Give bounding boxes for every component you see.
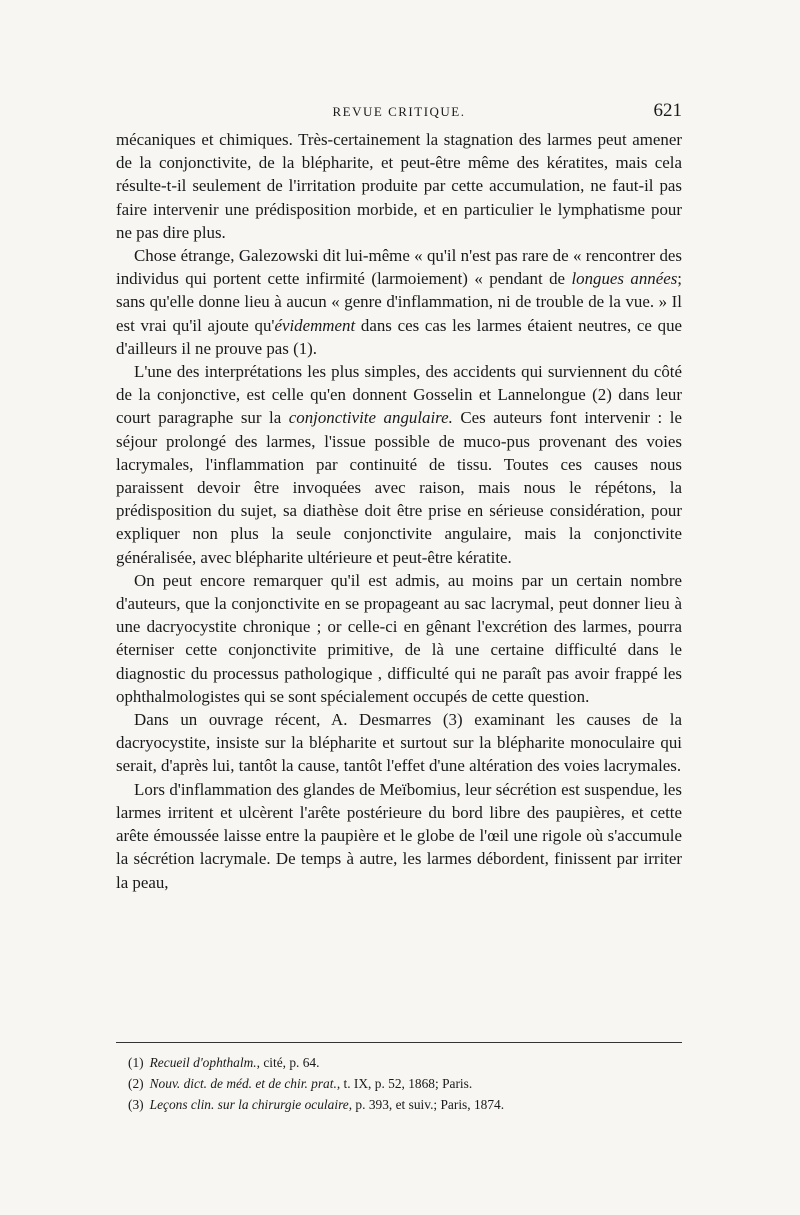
italic-text: Leçons clin. sur la chirurgie oculaire (149, 1097, 349, 1112)
footnote (128, 1052, 682, 1073)
footnote (128, 1073, 682, 1094)
footnote-marker: (1) (128, 1055, 144, 1070)
text-run: Ces auteurs font intervenir : le séjour prolongé des larmes, l'issue possible de muco-pus provenant des voies lacrymales, l'inflammation par continuité de tissu. Toutes ces causes nous paraissent devoir être invoquées avec raison, mais nous le répétons, la prédisposition du sujet, sa diathèse doit être prise en sérieuse considération, pour expliquer non plus la seule conjonctivite angulaire, mais la conjonctivite généralisée, avec blépharite ultérieure et peut-être kératite. (116, 408, 682, 567)
paragraph (116, 360, 682, 569)
paragraph (116, 128, 682, 244)
italic-text: évidemment (274, 315, 356, 335)
text-run: L'une des interprétations les plus simples, des accidents qui surviennent du côté de la conjonctive, est celle qu'en donnent Gosselin et Lannelongue (2) dans leur court paragraphe sur la (116, 362, 682, 428)
text-run: , t. IX, p. 52, 1868; Paris. (336, 1076, 473, 1091)
text-run: Lors d'inflammation des glandes de Meïbomius, leur sécrétion est suspendue, les larmes irritent et ulcèrent l'arête postérieure du bord libre des paupières, et cette arête émoussée laisse entre la paupière et le globe de l'œil une rigole où s'accumule la sécrétion lacrymale. De temps à autre, les larmes débordent, finissent par irriter la peau, (116, 779, 682, 892)
paragraph (116, 708, 682, 778)
body-text (116, 128, 682, 894)
page-header (116, 100, 682, 124)
footnote (128, 1094, 682, 1115)
footnote-marker: (2) (128, 1076, 144, 1091)
page-number: 621 (653, 100, 682, 121)
text-run: mécaniques et chimiques. Très-certainement la stagnation des larmes peut amener de la conjonctivite, de la blépharite, et peut-être même des kératites, mais cela résulte-t-il seulement de l'irritation produite par cette accumulation, ne faut-il pas faire intervenir une prédisposition morbide, et en particulier le lymphatisme pour ne pas dire plus. (116, 130, 682, 242)
text-run: , p. 393, et suiv.; Paris, 1874. (348, 1097, 505, 1112)
italic-text: conjonctivite angulaire. (288, 408, 453, 428)
running-title: REVUE CRITIQUE. (332, 104, 466, 119)
text-run: , cité, p. 64. (256, 1055, 320, 1070)
italic-text: longues années (571, 269, 678, 289)
paragraph (116, 778, 682, 894)
italic-text: Nouv. dict. de méd. et de chir. prat. (149, 1076, 337, 1091)
text-run: Dans un ouvrage récent, A. Desmarres (3) examinant les causes de la dacryocystite, insiste sur la blépharite et surtout sur la blépharite monoculaire qui serait, d'après lui, tantôt la cause, tantôt l'effet d'une altération des voies lacrymales. (116, 710, 682, 776)
paragraph (116, 569, 682, 708)
text-run: ; sans qu'elle donne lieu à aucun « genre d'inflammation, ni de trouble de la vue. » Il est vrai qu'il ajoute qu' (116, 269, 682, 335)
footnotes (128, 1052, 682, 1115)
footnote-marker: (3) (128, 1097, 144, 1112)
paragraph (116, 244, 682, 360)
text-run: On peut encore remarquer qu'il est admis, au moins par un certain nombre d'auteurs, que la conjonctivite en se propageant au sac lacrymal, peut donner lieu à une dacryocystite chronique ; or celle-ci en gênant l'excrétion des larmes, pourra éterniser cette conjonctivite primitive, de là une certaine difficulté dans le diagnostic du processus pathologique , difficulté qui ne paraît pas avoir frappé les ophthalmologistes qui se sont spécialement occupés de cette question. (116, 570, 682, 706)
text-run: Chose étrange, Galezowski dit lui-même « qu'il n'est pas rare de « rencontrer des individus qui portent cette infirmité (larmoiement) « pendant de (116, 246, 682, 289)
italic-text: Recueil d'ophthalm. (149, 1055, 257, 1070)
text-run: dans ces cas les larmes étaient neutres, ce que d'ailleurs il ne prouve pas (1). (116, 315, 683, 358)
footnote-divider (116, 1042, 682, 1043)
